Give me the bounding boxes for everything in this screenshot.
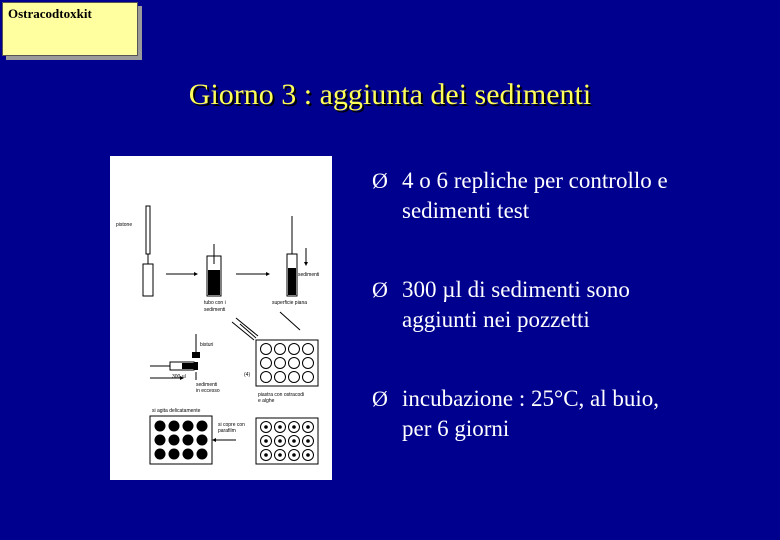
bullet-line: aggiunti nei pozzetti <box>402 307 590 332</box>
label-pistone: pistone <box>116 222 133 228</box>
bullet-list <box>372 166 772 493</box>
syringe-sediment-icon <box>287 216 308 296</box>
bullet-arrow-icon: Ø <box>372 386 388 411</box>
label-copre-1: si copre con <box>218 422 245 428</box>
syringe-piston-icon <box>143 206 153 296</box>
bullet-item <box>372 384 772 444</box>
well-icon <box>169 449 180 460</box>
ostracod-dot <box>278 425 282 429</box>
label-tubo-1: tubo con i <box>204 300 226 306</box>
plate-empty-icon <box>256 340 318 386</box>
well-icon <box>197 435 208 446</box>
well-icon <box>155 421 166 432</box>
well-icon <box>169 435 180 446</box>
bullet-item <box>372 166 772 226</box>
label-ecc-2: in eccesso <box>196 388 220 394</box>
plate-filled-icon <box>150 416 212 464</box>
bullet-line: 300 µl di sedimenti sono <box>402 277 630 302</box>
ostracod-dot <box>278 439 282 443</box>
label-bisturi: bisturi <box>200 342 214 348</box>
bullet-line: per 6 giorni <box>402 416 510 441</box>
bullet-arrow-icon: Ø <box>372 168 388 193</box>
label-sedimenti: sedimenti <box>298 272 320 278</box>
well-icon <box>289 372 300 383</box>
ostracod-dot <box>264 453 268 457</box>
well-icon <box>183 421 194 432</box>
well-icon <box>303 344 314 355</box>
bullet-item <box>372 275 772 335</box>
well-icon <box>303 372 314 383</box>
ostracod-dot <box>306 453 310 457</box>
label-ecc-1: sedimenti <box>196 382 218 388</box>
well-icon <box>275 372 286 383</box>
well-icon <box>155 435 166 446</box>
ostracod-dot <box>264 439 268 443</box>
label-num: (4) <box>244 372 251 378</box>
well-icon <box>155 449 166 460</box>
well-icon <box>183 435 194 446</box>
well-icon <box>261 358 272 369</box>
label-copre-2: parafilm <box>218 428 236 434</box>
well-icon <box>261 372 272 383</box>
scalpel-icon <box>192 334 200 358</box>
arrow-icon <box>232 322 254 340</box>
ostracod-dot <box>306 439 310 443</box>
label-piastra-2: e alghe <box>258 398 275 404</box>
ostracod-dot <box>292 453 296 457</box>
ostracod-dot <box>292 439 296 443</box>
bullet-arrow-icon: Ø <box>372 277 388 302</box>
corner-tag-label: Ostracodtoxkit <box>8 6 92 21</box>
slide-title: Giorno 3 : aggiunta dei sedimenti <box>188 78 592 111</box>
ostracod-dot <box>264 425 268 429</box>
bullet-line: 4 o 6 repliche per controllo e <box>402 168 668 193</box>
label-vol: 300 µl <box>172 374 186 380</box>
procedure-diagram <box>110 156 332 480</box>
well-icon <box>197 421 208 432</box>
well-icon <box>303 358 314 369</box>
tube-icon <box>207 244 221 296</box>
label-superficie: superficie piana <box>272 300 308 306</box>
well-icon <box>261 344 272 355</box>
well-icon <box>183 449 194 460</box>
label-piastra-1: piastra con ostracodi <box>258 392 305 398</box>
well-icon <box>289 358 300 369</box>
bullet-line: incubazione : 25°C, al buio, <box>402 386 660 411</box>
ostracod-dot <box>306 425 310 429</box>
well-icon <box>289 344 300 355</box>
label-agita: si agita delicatamente <box>152 408 201 414</box>
bullet-line: sedimenti test <box>402 198 530 223</box>
plate-dots-icon <box>256 418 318 464</box>
ostracod-dot <box>292 425 296 429</box>
ostracod-dot <box>278 453 282 457</box>
well-icon <box>275 358 286 369</box>
label-tubo-2: sedimenti <box>204 307 226 313</box>
corner-tag <box>2 2 138 56</box>
well-icon <box>169 421 180 432</box>
well-icon <box>197 449 208 460</box>
procedure-diagram-svg <box>110 156 332 480</box>
well-icon <box>275 344 286 355</box>
